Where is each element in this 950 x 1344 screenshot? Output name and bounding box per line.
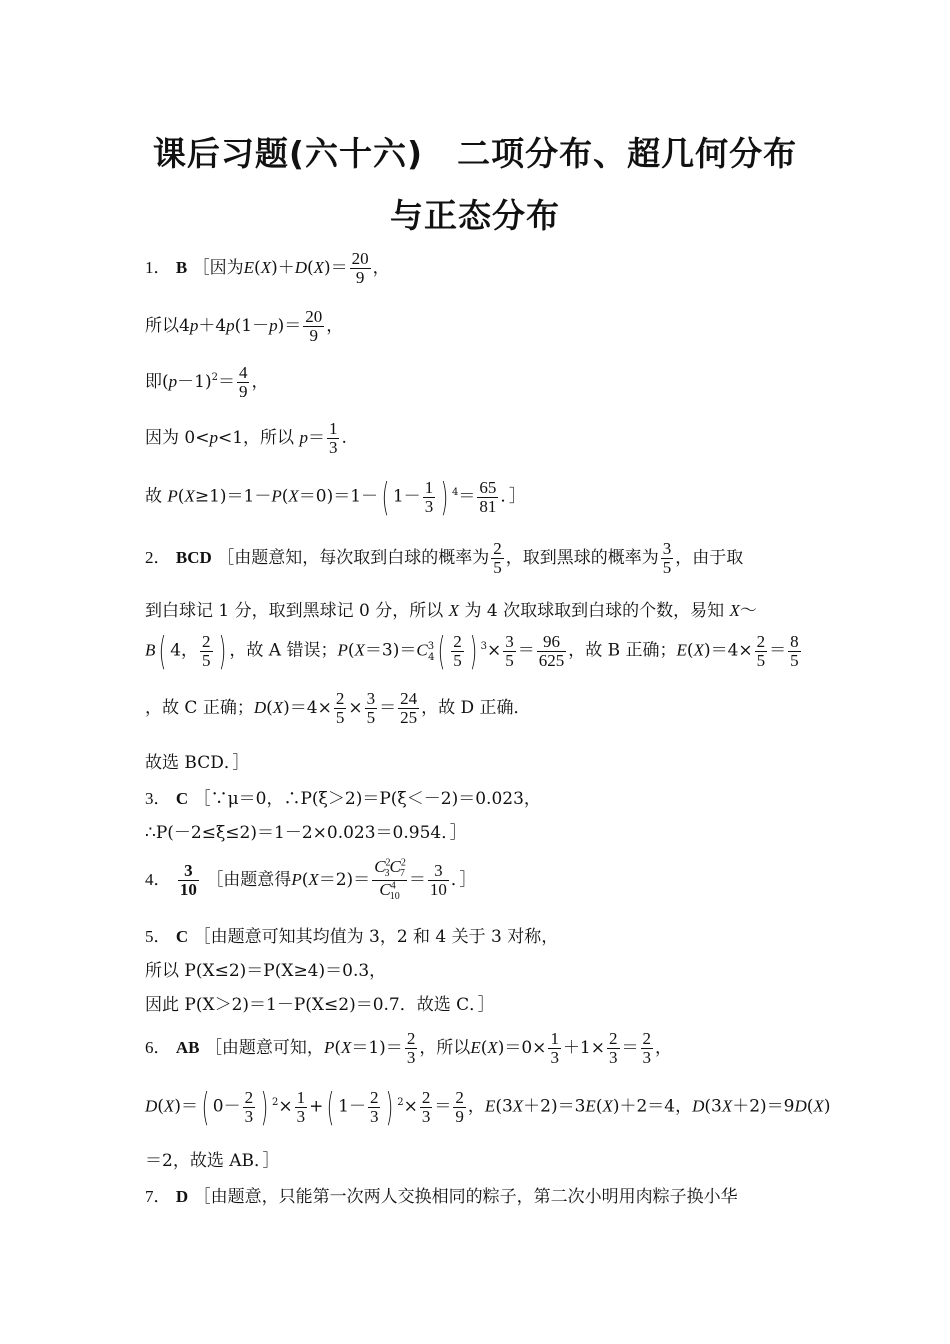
q5-answer: C xyxy=(175,927,189,946)
q2-line5: 故选 BCD．］ xyxy=(145,753,250,773)
q7-number: 7． xyxy=(145,1187,171,1206)
q2-answer: BCD xyxy=(175,547,212,567)
q1-line1: 1． B ［因为E(X)＋D(X)＝ $\frac{20}{9}$ ， xyxy=(145,249,390,287)
q2-line4: ，故 C 正确；D(X)＝4× $\frac{2}{5}$ × $\frac{3}{5}$ ＝ $\frac{24}{25}$ ，故 D 正确． xyxy=(145,689,531,727)
q6-answer: AB xyxy=(175,1037,200,1057)
q1-line3: 即$(p-1)^2=$ $\frac{4}{9}$ ， xyxy=(145,363,269,401)
q6-line3: ＝2，故选 AB．］ xyxy=(145,1151,280,1171)
q7-line1: 7． D ［由题意，只能第一次两人交换相同的粽子，第二次小明用肉粽子换小华 xyxy=(145,1187,738,1207)
q2-number: 2． xyxy=(145,547,171,567)
page-title-line1: 课后习题(六十六) 二项分布、超几何分布 xyxy=(152,134,798,173)
q7-answer: D xyxy=(175,1187,189,1206)
q5-number: 5． xyxy=(145,927,171,946)
q6-line2: D(X)＝( 0－ $\frac{2}{3}$ ) $^2$× $\frac{1}{3}$ +( 1－ $\frac{2}{3}$ ) $^2$× $\frac{2}{3}$ ＝ $\frac{2}{9}$ ，E(3X＋2)＝3E(X)＋2＝4，D(3X＋2)＝9D(X) xyxy=(145,1085,831,1129)
q1-number: 1． xyxy=(145,257,171,277)
q5-line2: 所以 P(X≤2)＝P(X≥4)＝0.3， xyxy=(145,961,387,981)
q1-answer: B xyxy=(175,257,188,277)
q4-line1: 4． $\frac{3}{10}$ ［由题意得P(X＝2)＝ $\frac{C^2_3C^2_7}{C^4_{10}}$ ＝ $\frac{3}{10}$ ．］ xyxy=(145,857,477,903)
q2-line3: B( 4， $\frac{2}{5}$ ) ，故 A 错误；$P(X=3)=C^3_4$( $\frac{2}{5}$ ) $^3$× $\frac{3}{5}$ ＝ $\frac{96}{625}$ ，故 B 正确；E(X)＝4× $\frac{2}{5}$ ＝ $\frac{8}{5}$ xyxy=(145,629,799,673)
q5-line3: 因此 P(X＞2)＝1－P(X≤2)＝0.7．故选 C．］ xyxy=(145,995,495,1015)
q2-line2: 到白球记 1 分，取到黑球记 0 分，所以 X 为 4 次取球取到白球的个数，易知 X～ xyxy=(145,601,757,621)
q5-line1: 5． C ［由题意可知其均值为 3，2 和 4 关于 3 对称， xyxy=(145,927,559,947)
q2-line1: 2． BCD ［由题意知，每次取到白球的概率为 $\frac{2}{5}$ ，取到黑球的概率为 $\frac{3}{5}$ ，由于取 xyxy=(145,539,744,577)
q6-number: 6． xyxy=(145,1037,171,1057)
q3-answer: C xyxy=(175,789,189,808)
q3-line1: 3． C ［∵μ＝0，∴P(ξ＞2)＝P(ξ＜－2)＝0.023， xyxy=(145,789,541,809)
q1-line4: 因为 0<p<1，所以 p＝ $\frac{1}{3}$ . xyxy=(145,419,347,457)
q3-number: 3． xyxy=(145,789,171,808)
q1-line5: 故 P(X≥1)＝1－P(X＝0)＝1－( 1－ $\frac{1}{3}$ ) $^4$＝ $\frac{65}{81}$ ．］ xyxy=(145,475,526,519)
q4-number: 4． xyxy=(145,869,171,889)
q3-line2: ∴P(－2≤ξ≤2)＝1－2×0.023＝0.954．］ xyxy=(145,823,467,843)
q6-line1: 6． AB ［由题意可知，P(X＝1)＝ $\frac{2}{3}$ ，所以E(X)＝0× $\frac{1}{3}$ ＋1× $\frac{2}{3}$ ＝ $\frac{2}{3}$ ， xyxy=(145,1029,672,1067)
q1-line2: 所以4p＋4p(1－p)＝ $\frac{20}{9}$ ， xyxy=(145,307,344,345)
page-title-line2: 与正态分布 xyxy=(390,196,560,235)
